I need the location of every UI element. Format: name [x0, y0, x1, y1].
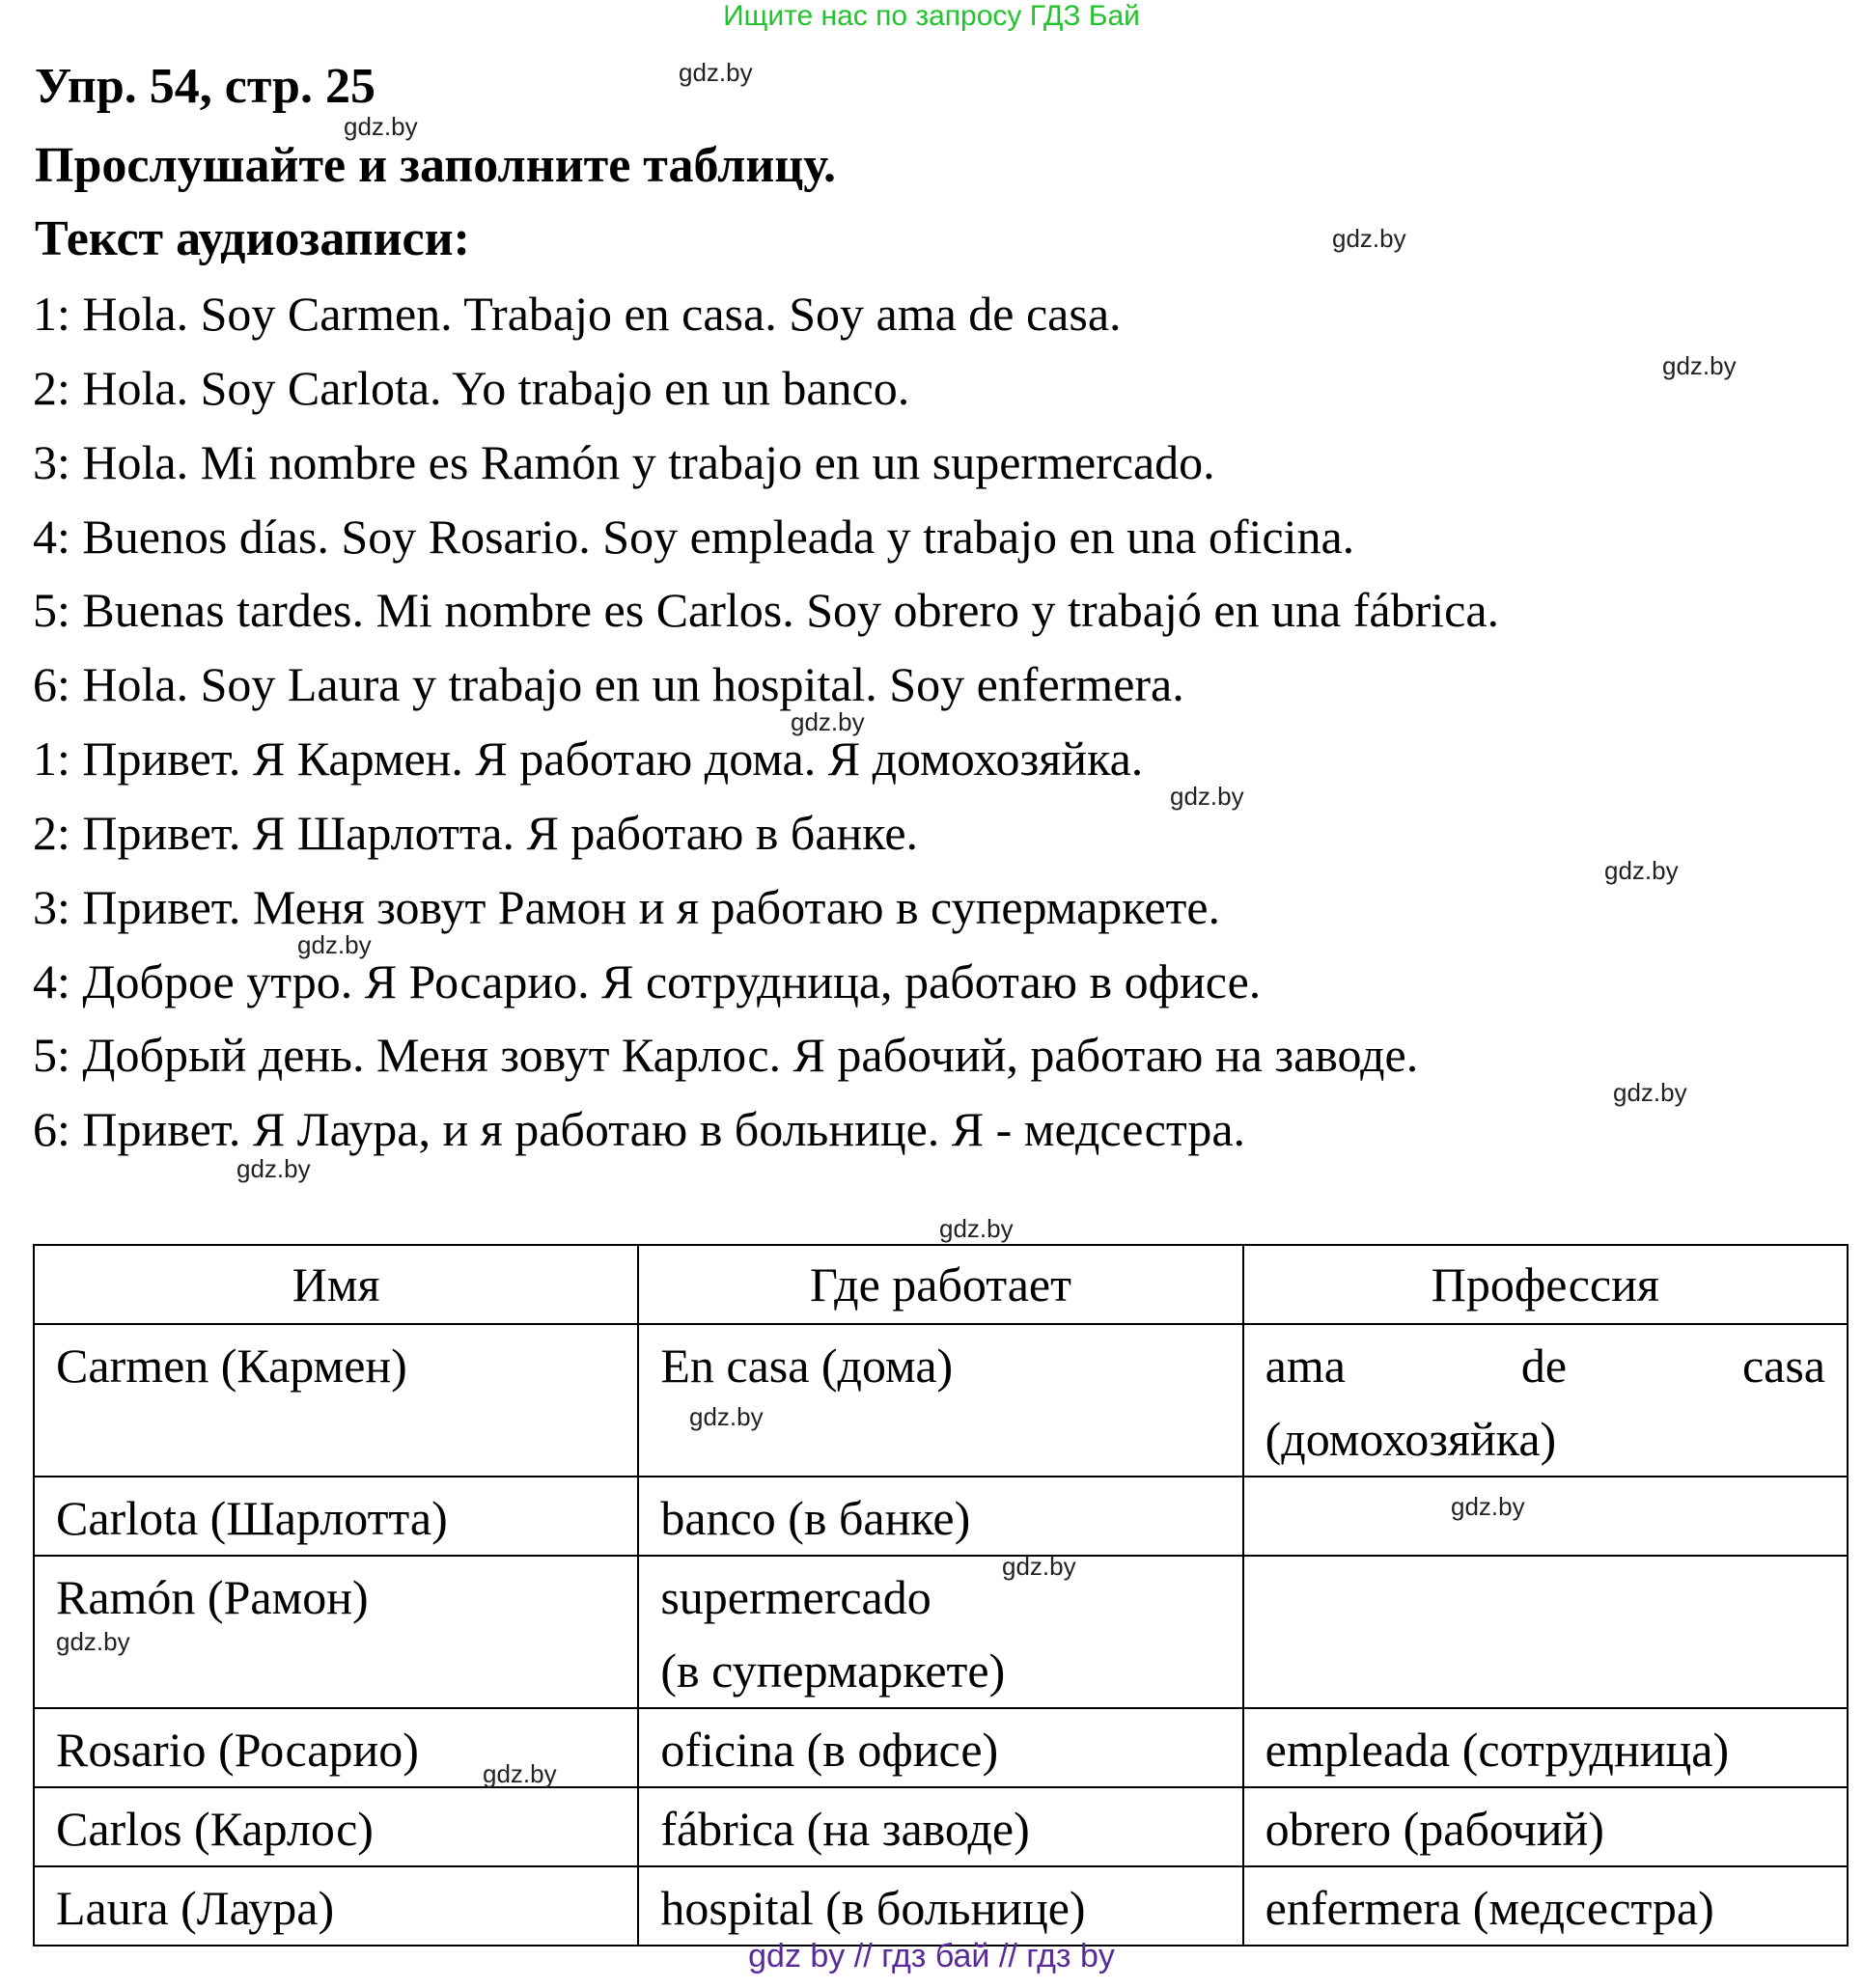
watermark: gdz.by — [689, 1402, 764, 1431]
cell-profession — [1243, 1324, 1848, 1477]
cell-profession — [1243, 1477, 1848, 1556]
job-word: ama — [1265, 1339, 1346, 1393]
transcript-line: 1: Привет. Я Кармен. Я работаю дома. Я домохозяйка. — [33, 732, 1144, 786]
cell-name: Ramón (Рамон) — [34, 1556, 638, 1708]
watermark: gdz.by — [1604, 856, 1679, 885]
cell-name: Carmen (Кармен) — [34, 1324, 638, 1477]
place-text: supermercado — [660, 1570, 932, 1624]
watermark: gdz.by — [1613, 1078, 1687, 1107]
watermark: gdz.by — [483, 1759, 557, 1788]
header-place: Где работает — [638, 1245, 1242, 1324]
job-word: de — [1520, 1339, 1568, 1393]
footer-watermark: gdz by // гдз бай // гдз by — [748, 1938, 1115, 1974]
watermark: gdz.by — [56, 1627, 130, 1656]
watermark: gdz.by — [344, 112, 418, 141]
watermark: gdz.by — [939, 1214, 1014, 1243]
transcript-line: 6: Привет. Я Лаура, и я работаю в больнице. Я - медсестра. — [33, 1102, 1246, 1156]
watermark: gdz.by — [1662, 351, 1737, 380]
table-header-row — [34, 1245, 1848, 1324]
cell-name: Carlos (Карлос) — [34, 1787, 638, 1866]
watermark: gdz.by — [297, 930, 372, 959]
transcript-line: 3: Hola. Mi nombre es Ramón y trabajo en un supermercado. — [33, 435, 1215, 489]
watermark: gdz.by — [1451, 1492, 1525, 1521]
cell-name: Rosario (Росарио) — [34, 1708, 638, 1787]
cell-name: Laura (Лаура) — [34, 1866, 638, 1946]
audio-heading: Текст аудиозаписи: — [35, 211, 470, 266]
cell-place: fábrica (на заводе) — [638, 1787, 1242, 1866]
transcript-line: 4: Доброе утро. Я Росарио. Я сотрудница, работаю в офисе. — [33, 954, 1262, 1008]
transcript-line: 2: Hola. Soy Carlota. Yo trabajo en un banco. — [33, 361, 910, 415]
watermark: gdz.by — [791, 707, 865, 736]
header-name: Имя — [34, 1245, 638, 1324]
transcript-line: 6: Hola. Soy Laura y trabajo en un hospital. Soy enfermera. — [33, 657, 1184, 711]
search-banner: Ищите нас по запросу ГДЗ Бай — [723, 0, 1140, 32]
table-row — [34, 1556, 1848, 1708]
transcript-line: 2: Привет. Я Шарлотта. Я работаю в банке. — [33, 806, 919, 860]
cell-profession — [1243, 1556, 1848, 1708]
job-word: casa — [1741, 1339, 1825, 1393]
exercise-title: Упр. 54, стр. 25 — [35, 59, 375, 114]
table-row — [34, 1708, 1848, 1787]
header-profession: Профессия — [1243, 1245, 1848, 1324]
cell-place — [638, 1552, 1242, 1708]
transcript-line: 5: Buenas tardes. Mi nombre es Carlos. Soy obrero y trabajó en una fábrica. — [33, 583, 1500, 637]
watermark: gdz.by — [679, 58, 753, 87]
table-row — [34, 1787, 1848, 1866]
watermark: gdz.by — [1332, 224, 1406, 253]
table-row — [34, 1866, 1848, 1946]
transcript-line: 3: Привет. Меня зовут Рамон и я работаю в супермаркете. — [33, 880, 1221, 934]
table-row — [34, 1477, 1848, 1556]
transcript-line: 5: Добрый день. Меня зовут Карлос. Я рабочий, работаю на заводе. — [33, 1028, 1419, 1082]
cell-profession: empleada (сотрудница) — [1243, 1708, 1848, 1787]
task-text: Прослушайте и заполните таблицу. — [35, 138, 837, 193]
cell-profession: obrero (рабочий) — [1243, 1787, 1848, 1866]
cell-place: oficina (в офисе) — [638, 1708, 1242, 1787]
transcript-line: 4: Buenos días. Soy Rosario. Soy empleada y trabajo en una oficina. — [33, 510, 1355, 564]
table-row — [34, 1324, 1848, 1477]
cell-name: Carlota (Шарлотта) — [34, 1477, 638, 1556]
watermark: gdz.by — [236, 1154, 311, 1183]
place-translation: (в супермаркете) — [660, 1643, 1006, 1698]
watermark: gdz.by — [1002, 1552, 1076, 1581]
job-translation: (домохозяйка) — [1265, 1412, 1557, 1466]
cell-profession: enfermera (медсестра) — [1243, 1866, 1848, 1946]
transcript-line: 1: Hola. Soy Carmen. Trabajo en casa. Soy ama de casa. — [33, 287, 1122, 341]
cell-place: En casa (дома) — [638, 1324, 1242, 1477]
cell-place: banco (в банке) — [638, 1477, 1242, 1556]
cell-place: hospital (в больнице) — [638, 1866, 1242, 1946]
watermark: gdz.by — [1170, 782, 1244, 811]
answer-table — [33, 1244, 1849, 1947]
